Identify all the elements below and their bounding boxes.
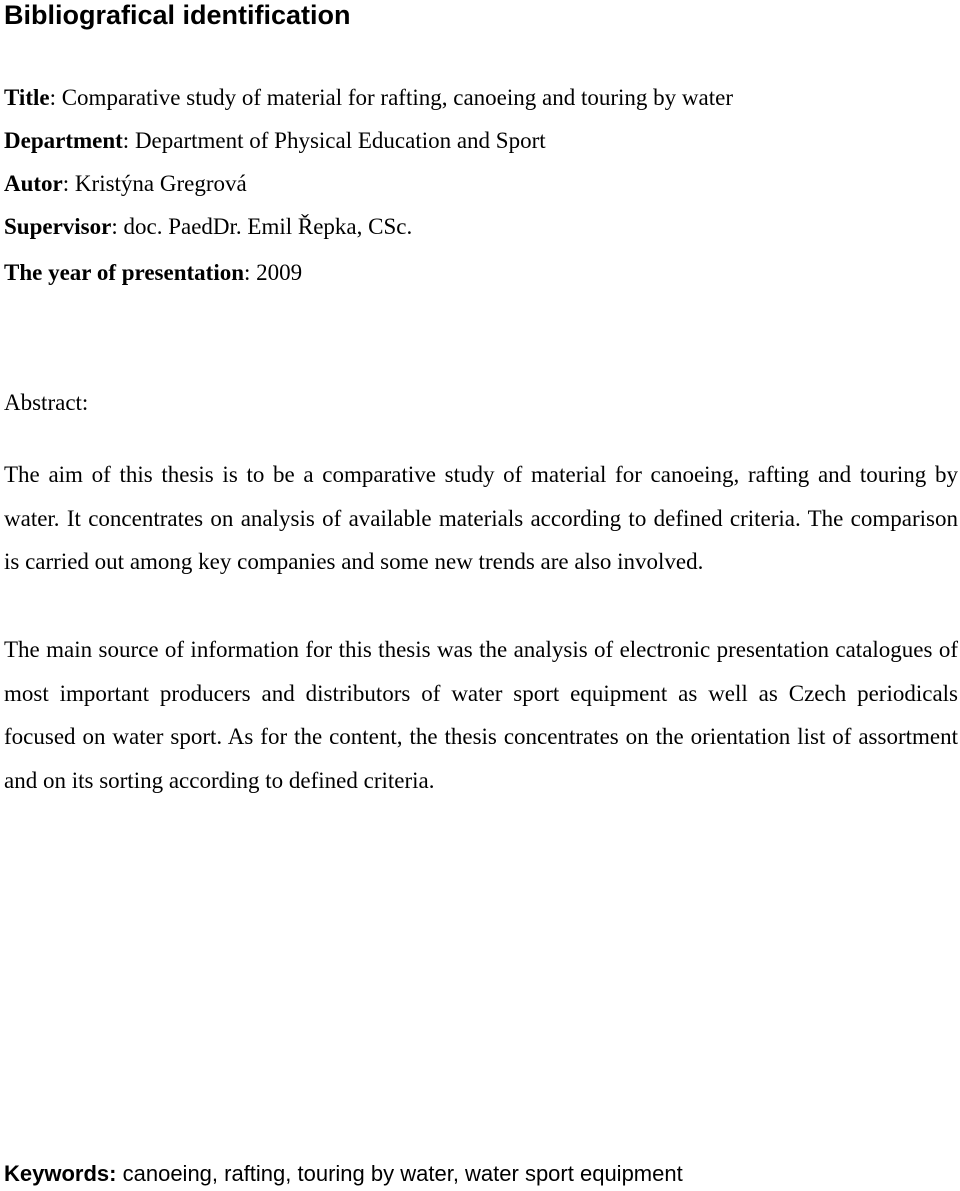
abstract-heading: Abstract: xyxy=(4,390,89,415)
abstract-paragraph-1: The aim of this thesis is to be a comparative study of material for canoeing, rafting and touring by water. It concentrates on analysis of available materials according to defined criteria. The comparison is carried out among key companies and some new trends are also involved. xyxy=(4,462,958,575)
author-label: Autor xyxy=(4,171,63,196)
supervisor-value: doc. PaedDr. Emil Řepka, CSc. xyxy=(123,214,413,239)
department-value: Department of Physical Education and Sport xyxy=(134,128,546,153)
year-line xyxy=(4,259,302,287)
department-label: Department xyxy=(4,128,123,153)
supervisor-label: Supervisor xyxy=(4,214,112,239)
author-line xyxy=(4,170,247,198)
department-separator: : xyxy=(122,128,135,153)
keywords-label: Keywords: xyxy=(4,1161,117,1186)
author-value: Kristýna Gregrová xyxy=(74,171,247,196)
year-value: 2009 xyxy=(256,260,303,285)
year-separator: : xyxy=(244,260,257,285)
page-heading: Bibliografical identification xyxy=(4,0,351,30)
department-line xyxy=(4,127,546,155)
abstract-paragraph-2: The main source of information for this thesis was the analysis of electronic presentation catalogues of most important producers and distributors of water sport equipment as well as Czech periodicals focused on water sport. As for the content, the thesis concentrates on the orientation list of assortment and on its sorting according to defined criteria. xyxy=(4,637,958,793)
title-line xyxy=(4,84,733,112)
title-separator: : xyxy=(49,85,62,110)
keywords-line xyxy=(4,1160,683,1188)
keywords-value: canoeing, rafting, touring by water, water sport equipment xyxy=(122,1161,683,1186)
author-separator: : xyxy=(62,171,75,196)
supervisor-line xyxy=(4,213,412,241)
title-value: Comparative study of material for rafting, canoeing and touring by water xyxy=(61,85,733,110)
title-label: Title xyxy=(4,85,50,110)
year-label: The year of presentation xyxy=(4,260,244,285)
supervisor-separator: : xyxy=(111,214,124,239)
